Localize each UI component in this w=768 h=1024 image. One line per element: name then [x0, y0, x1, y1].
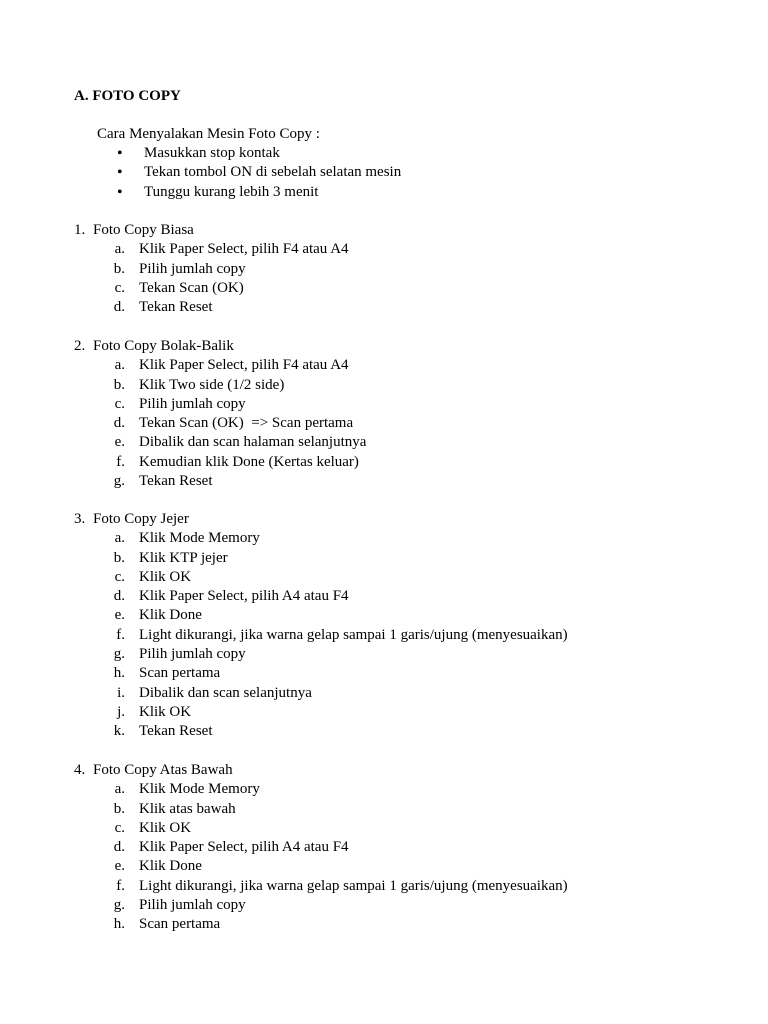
list-item	[0, 453, 768, 472]
list-item	[0, 800, 768, 819]
step-letter: a.	[114, 530, 125, 547]
step-letter: b.	[113, 800, 125, 817]
section-number: 3.	[74, 511, 86, 527]
section-title	[0, 337, 768, 356]
section-foto-copy-jejer	[0, 510, 768, 742]
list-item	[0, 838, 768, 857]
step-letter: g.	[113, 473, 125, 490]
section-title	[0, 761, 768, 780]
step-text: Klik Mode Memory	[139, 781, 260, 798]
step-letter: d.	[113, 415, 125, 432]
step-text: Dibalik dan scan selanjutnya	[139, 684, 312, 701]
section-foto-copy-bolak-balik	[0, 337, 768, 491]
step-letter: e.	[114, 607, 125, 624]
step-letter: k.	[113, 723, 125, 740]
step-letter: b.	[113, 376, 125, 393]
step-letter: a.	[114, 357, 125, 374]
step-letter: a.	[114, 781, 125, 798]
step-text: Tekan Scan (OK) => Scan pertama	[139, 415, 354, 432]
step-text: Klik atas bawah	[139, 800, 236, 817]
step-letter: e.	[114, 858, 125, 875]
step-text: Tekan Reset	[139, 299, 213, 316]
list-item	[0, 568, 768, 587]
section-title	[0, 221, 768, 240]
list-item	[0, 877, 768, 896]
list-item	[0, 645, 768, 664]
step-letter: a.	[114, 241, 125, 258]
step-text: Klik OK	[139, 819, 192, 836]
list-item	[0, 549, 768, 568]
step-letter: b.	[113, 260, 125, 277]
step-text: Klik Done	[139, 858, 202, 875]
list-item	[0, 414, 768, 433]
list-item	[0, 587, 768, 606]
bullet-icon: •	[117, 145, 123, 162]
list-item	[0, 240, 768, 259]
bullet-text: Masukkan stop kontak	[144, 145, 280, 161]
list-item	[0, 684, 768, 703]
section-title-text: Foto Copy Bolak-Balik	[93, 338, 234, 354]
step-letter: c.	[114, 819, 125, 836]
step-text: Klik Paper Select, pilih F4 atau A4	[139, 241, 349, 258]
step-text: Klik Paper Select, pilih A4 atau F4	[139, 839, 349, 856]
section-title-text: Foto Copy Jejer	[93, 511, 189, 527]
step-text: Light dikurangi, jika warna gelap sampai 1 garis/ujung (menyesuaikan)	[139, 626, 568, 643]
step-text: Pilih jumlah copy	[139, 395, 246, 412]
step-text: Pilih jumlah copy	[139, 260, 246, 277]
list-item	[0, 376, 768, 395]
step-text: Tekan Reset	[139, 473, 213, 490]
section-foto-copy-atas-bawah	[0, 761, 768, 935]
step-letter: e.	[114, 434, 125, 451]
step-letter: c.	[114, 395, 125, 412]
step-letter: d.	[113, 299, 125, 316]
step-text: Klik Paper Select, pilih F4 atau A4	[139, 357, 349, 374]
section-number: 1.	[74, 222, 86, 238]
step-text: Light dikurangi, jika warna gelap sampai 1 garis/ujung (menyesuaikan)	[139, 877, 568, 894]
step-text: Klik OK	[139, 568, 192, 585]
list-item	[0, 433, 768, 452]
bullet-text: Tunggu kurang lebih 3 menit	[144, 183, 319, 200]
step-text: Pilih jumlah copy	[139, 897, 246, 914]
list-item	[0, 819, 768, 838]
list-item	[0, 356, 768, 375]
bullet-icon: •	[117, 183, 123, 201]
list-item	[0, 626, 768, 645]
section-title-text: Foto Copy Biasa	[93, 222, 194, 238]
step-letter: h.	[113, 665, 125, 682]
list-item	[0, 915, 768, 934]
list-item	[0, 780, 768, 799]
step-text: Pilih jumlah copy	[139, 646, 246, 663]
section-number: 2.	[74, 338, 86, 354]
list-item	[0, 260, 768, 279]
step-letter: f.	[116, 626, 125, 643]
section-foto-copy-biasa	[0, 221, 768, 317]
list-item	[0, 703, 768, 722]
step-text: Klik Mode Memory	[139, 530, 260, 547]
step-text: Klik Paper Select, pilih A4 atau F4	[139, 588, 349, 605]
page-title: A. FOTO COPY	[74, 88, 181, 104]
step-text: Klik Two side (1/2 side)	[139, 376, 285, 393]
step-list	[0, 240, 768, 317]
intro-text: Cara Menyalakan Mesin Foto Copy :	[97, 126, 320, 142]
section-title	[0, 510, 768, 529]
step-letter: g.	[113, 646, 125, 663]
step-letter: c.	[114, 279, 125, 296]
step-letter: c.	[114, 568, 125, 585]
step-letter: d.	[113, 588, 125, 605]
list-item	[0, 664, 768, 683]
list-item	[0, 722, 768, 741]
bullet-icon: •	[117, 164, 123, 182]
step-letter: g.	[113, 897, 125, 914]
list-item	[0, 298, 768, 317]
list-item	[0, 279, 768, 298]
step-text: Klik Done	[139, 607, 202, 624]
section-title-text: Foto Copy Atas Bawah	[93, 762, 233, 778]
step-list	[0, 780, 768, 934]
list-item	[0, 857, 768, 876]
list-item	[0, 529, 768, 548]
list-item	[0, 395, 768, 414]
step-text: Scan pertama	[139, 916, 221, 933]
step-text: Dibalik dan scan halaman selanjutnya	[139, 434, 367, 451]
step-text: Tekan Reset	[139, 723, 213, 740]
section-number: 4.	[74, 762, 86, 778]
step-letter: i.	[117, 684, 125, 701]
step-list	[0, 356, 768, 491]
step-text: Kemudian klik Done (Kertas keluar)	[139, 453, 359, 470]
step-list	[0, 529, 768, 741]
step-text: Tekan Scan (OK)	[139, 279, 244, 296]
step-letter: h.	[113, 916, 125, 933]
step-text: Klik KTP jejer	[139, 549, 228, 566]
list-item	[0, 472, 768, 491]
list-item	[0, 896, 768, 915]
step-text: Scan pertama	[139, 665, 221, 682]
list-item	[0, 606, 768, 625]
bullet-text: Tekan tombol ON di sebelah selatan mesin	[144, 164, 402, 181]
step-letter: b.	[113, 549, 125, 566]
step-letter: f.	[116, 453, 125, 470]
step-letter: d.	[113, 839, 125, 856]
step-text: Klik OK	[139, 703, 192, 720]
step-letter: j.	[117, 703, 125, 720]
step-letter: f.	[116, 877, 125, 894]
